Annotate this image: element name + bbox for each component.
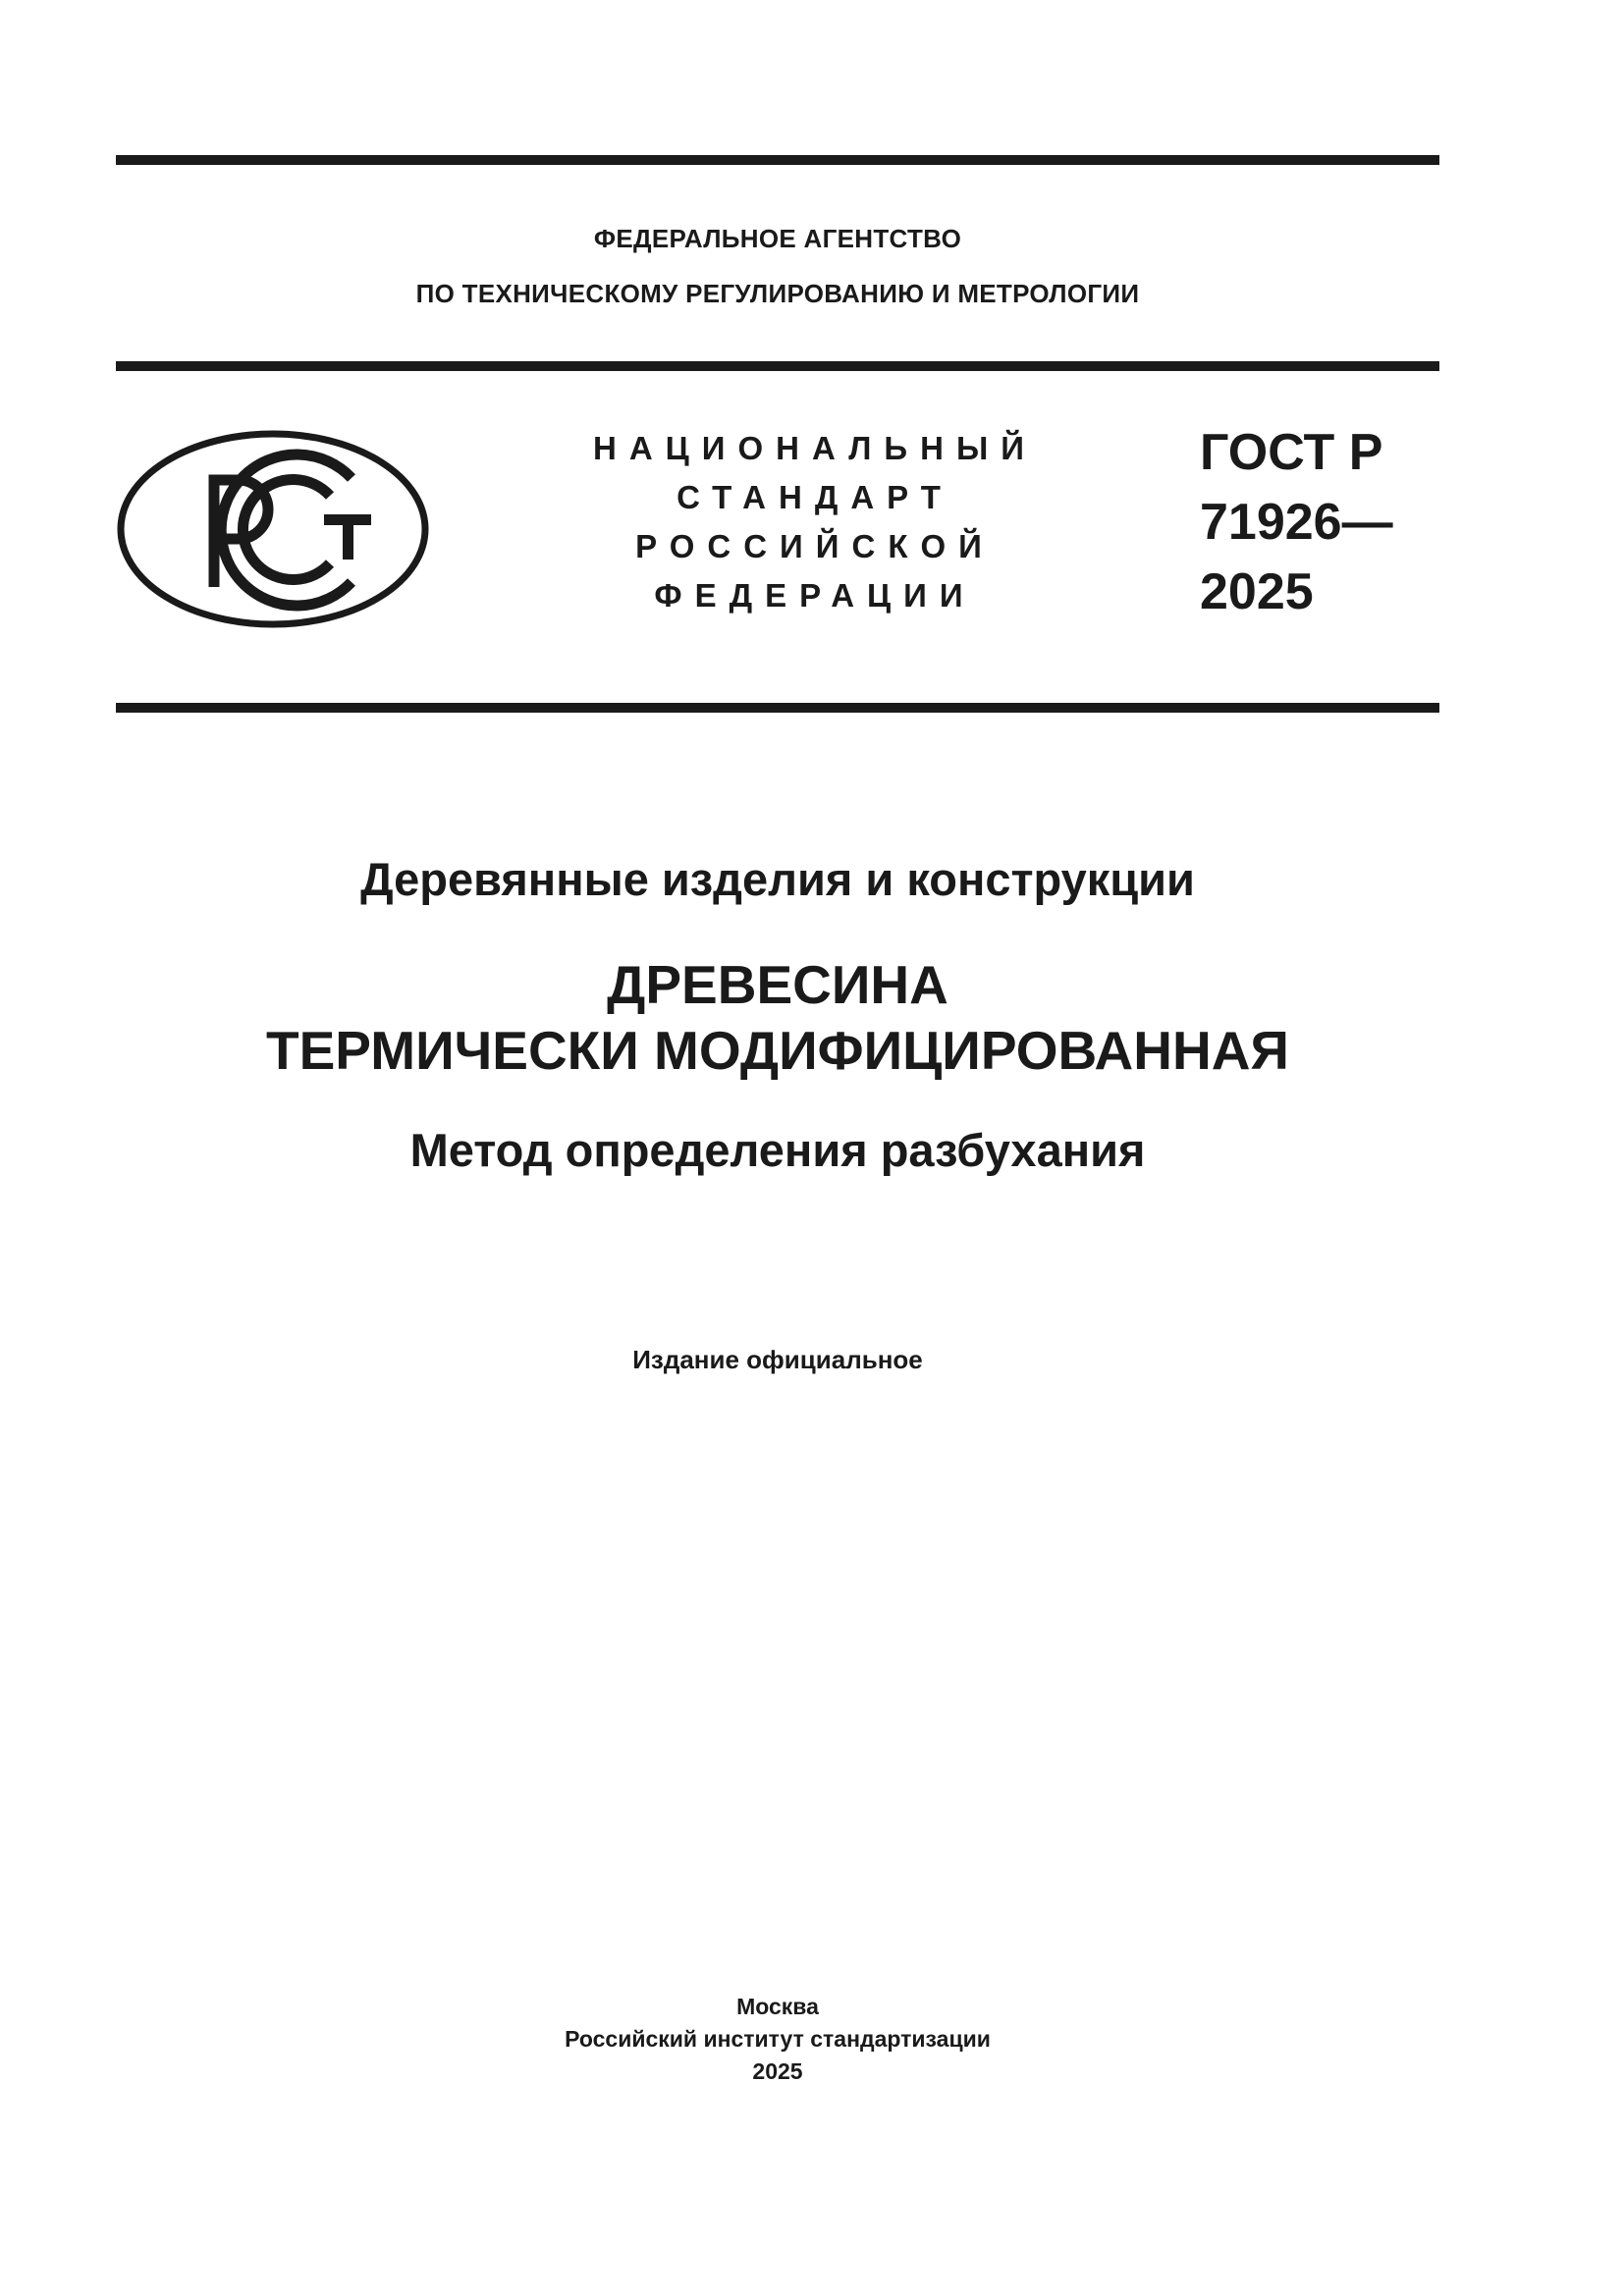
designation-line-3: 2025	[1200, 563, 1314, 620]
imprint-publisher: Российский институт стандартизации	[565, 2026, 991, 2052]
top-rule	[116, 155, 1439, 165]
national-standard-line-1: НАЦИОНАЛЬНЫЙ	[593, 430, 1037, 466]
official-edition-label: Издание официальное	[632, 1345, 923, 1374]
agency-name-line-2: ПО ТЕХНИЧЕСКОМУ РЕГУЛИРОВАНИЮ И МЕТРОЛОГИИ	[415, 279, 1140, 308]
national-standard-line-3: РОССИЙСКОЙ	[635, 528, 995, 564]
standard-designation	[1200, 418, 1393, 627]
title-block-divider-rule	[116, 703, 1439, 713]
national-standard-label	[550, 424, 1080, 620]
rst-certification-mark-icon	[116, 428, 430, 634]
national-standard-line-2: СТАНДАРТ	[677, 479, 953, 515]
header-divider-rule	[116, 361, 1439, 371]
main-title-line-2: ТЕРМИЧЕСКИ МОДИФИЦИРОВАННАЯ	[266, 1020, 1289, 1081]
imprint	[116, 1991, 1439, 2088]
method-subtitle: Метод определения разбухания	[409, 1124, 1146, 1176]
imprint-city: Москва	[736, 1994, 819, 2019]
national-standard-line-4: ФЕДЕРАЦИИ	[654, 577, 976, 614]
subject-heading: Деревянные изделия и конструкции	[360, 853, 1195, 905]
designation-line-2: 71926—	[1200, 494, 1393, 551]
agency-name-line-1: ФЕДЕРАЛЬНОЕ АГЕНТСТВО	[593, 224, 962, 253]
designation-line-1: ГОСТ Р	[1200, 424, 1383, 481]
imprint-year: 2025	[752, 2058, 803, 2084]
main-title	[116, 952, 1439, 1084]
main-title-line-1: ДРЕВЕСИНА	[607, 954, 948, 1015]
